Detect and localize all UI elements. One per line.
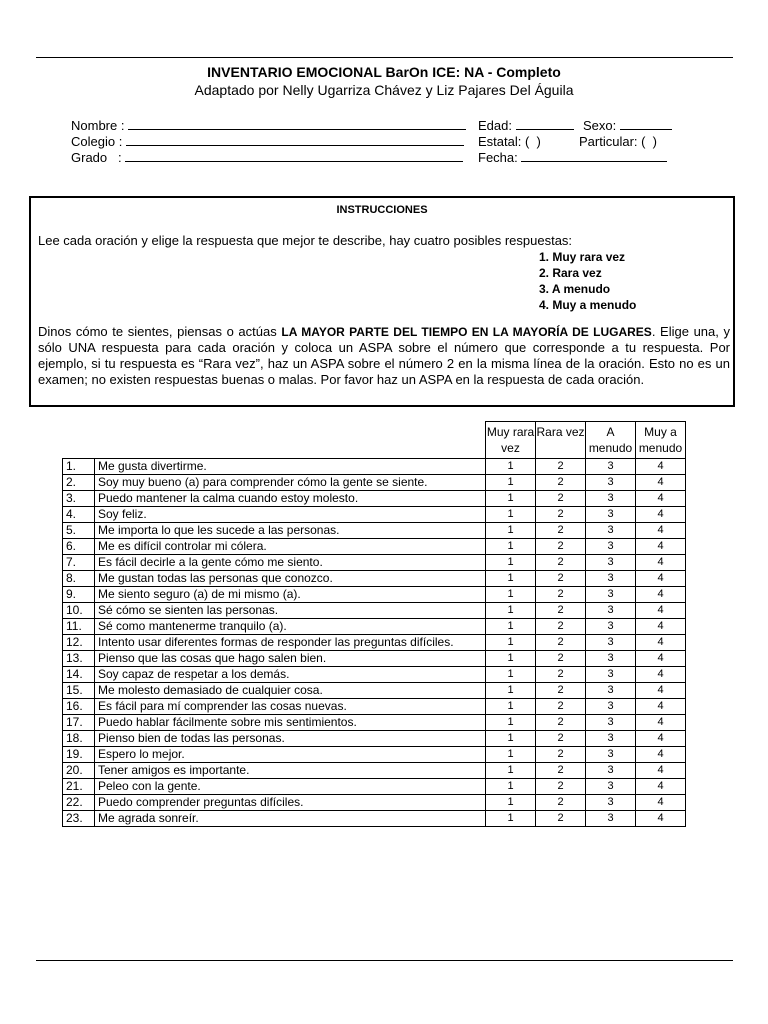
column-header: Rara vez <box>536 422 586 459</box>
item-statement: Me agrada sonreír. <box>95 811 486 827</box>
sexo-line[interactable] <box>620 118 672 130</box>
table-row <box>63 619 686 635</box>
answer-cell-1[interactable]: 1 <box>486 667 536 683</box>
item-statement: Sé como mantenerme tranquilo (a). <box>95 619 486 635</box>
answer-cell-4[interactable]: 4 <box>636 651 686 667</box>
table-row <box>63 603 686 619</box>
answer-cell-4[interactable]: 4 <box>636 683 686 699</box>
item-number: 22. <box>63 795 95 811</box>
answer-cell-4[interactable]: 4 <box>636 603 686 619</box>
item-statement: Peleo con la gente. <box>95 779 486 795</box>
item-number: 10. <box>63 603 95 619</box>
item-statement: Soy muy bueno (a) para comprender cómo la gente se siente. <box>95 475 486 491</box>
answer-cell-4[interactable]: 4 <box>636 523 686 539</box>
table-row <box>63 699 686 715</box>
answer-cell-2[interactable]: 2 <box>536 507 586 523</box>
answer-cell-1[interactable]: 1 <box>486 795 536 811</box>
table-row <box>63 747 686 763</box>
item-statement: Puedo comprender preguntas difíciles. <box>95 795 486 811</box>
answer-cell-2[interactable]: 2 <box>536 491 586 507</box>
answer-cell-1[interactable]: 1 <box>486 811 536 827</box>
answer-cell-3[interactable]: 3 <box>586 555 636 571</box>
edad-label: Edad: <box>478 118 512 133</box>
sexo-label: Sexo: <box>583 118 617 133</box>
answer-cell-1[interactable]: 1 <box>486 459 536 475</box>
item-number: 4. <box>63 507 95 523</box>
answer-cell-2[interactable]: 2 <box>536 523 586 539</box>
colegio-field[interactable] <box>71 134 464 149</box>
answer-cell-3[interactable]: 3 <box>586 587 636 603</box>
answer-cell-3[interactable]: 3 <box>586 763 636 779</box>
item-statement: Espero lo mejor. <box>95 747 486 763</box>
answer-cell-3[interactable]: 3 <box>586 651 636 667</box>
edad-field[interactable] <box>478 118 574 133</box>
answer-cell-2[interactable]: 2 <box>536 683 586 699</box>
item-number: 20. <box>63 763 95 779</box>
answer-cell-4[interactable]: 4 <box>636 779 686 795</box>
items-table <box>62 421 686 827</box>
fecha-line[interactable] <box>521 150 667 162</box>
instructions-body-end: . Elige una, y sólo UNA respuesta para cada oración y coloca un ASPA sobre el número que corresponde a tu respuesta. Por ejemplo, si tu respuesta es “Rara vez”, haz un ASPA sobre el número 2 en la misma línea de la oración. Esto no es un examen; no existen respuestas buenas o malas. Por favor haz un ASPA en la respuesta de cada oración. <box>38 324 730 387</box>
answer-cell-1[interactable]: 1 <box>486 619 536 635</box>
answer-options <box>539 249 636 313</box>
table-header-row <box>63 422 686 459</box>
answer-cell-4[interactable]: 4 <box>636 635 686 651</box>
table-row <box>63 571 686 587</box>
item-statement: Soy capaz de respetar a los demás. <box>95 667 486 683</box>
answer-cell-1[interactable]: 1 <box>486 715 536 731</box>
instructions-box <box>29 196 735 407</box>
answer-cell-1[interactable]: 1 <box>486 523 536 539</box>
answer-cell-2[interactable]: 2 <box>536 715 586 731</box>
item-number: 12. <box>63 635 95 651</box>
answer-cell-1[interactable]: 1 <box>486 779 536 795</box>
table-row <box>63 459 686 475</box>
items-body <box>63 459 686 827</box>
item-number: 17. <box>63 715 95 731</box>
estatal-checkbox[interactable] <box>478 134 541 149</box>
instructions-body <box>38 324 730 388</box>
answer-cell-4[interactable]: 4 <box>636 619 686 635</box>
item-number: 11. <box>63 619 95 635</box>
table-row <box>63 667 686 683</box>
fecha-label: Fecha: <box>478 150 518 165</box>
item-number: 7. <box>63 555 95 571</box>
item-statement: Soy feliz. <box>95 507 486 523</box>
answer-cell-4[interactable]: 4 <box>636 795 686 811</box>
item-statement: Pienso que las cosas que hago salen bien. <box>95 651 486 667</box>
item-statement: Me gusta divertirme. <box>95 459 486 475</box>
answer-cell-2[interactable]: 2 <box>536 699 586 715</box>
answer-cell-2[interactable]: 2 <box>536 459 586 475</box>
answer-cell-1[interactable]: 1 <box>486 491 536 507</box>
instructions-body-bold: LA MAYOR PARTE DEL TIEMPO EN LA MAYORÍA DE LUGARES <box>281 325 652 339</box>
answer-cell-2[interactable]: 2 <box>536 731 586 747</box>
answer-cell-1[interactable]: 1 <box>486 603 536 619</box>
answer-cell-3[interactable]: 3 <box>586 699 636 715</box>
answer-cell-3[interactable]: 3 <box>586 635 636 651</box>
answer-cell-2[interactable]: 2 <box>536 475 586 491</box>
answer-cell-1[interactable]: 1 <box>486 699 536 715</box>
colegio-line[interactable] <box>126 134 464 146</box>
answer-cell-3[interactable]: 3 <box>586 715 636 731</box>
answer-cell-3[interactable]: 3 <box>586 779 636 795</box>
nombre-field[interactable] <box>71 118 466 133</box>
particular-checkbox[interactable] <box>579 134 657 149</box>
table-row <box>63 811 686 827</box>
answer-cell-2[interactable]: 2 <box>536 667 586 683</box>
nombre-line[interactable] <box>128 118 466 130</box>
top-rule <box>36 57 733 58</box>
answer-cell-1[interactable]: 1 <box>486 571 536 587</box>
answer-cell-2[interactable]: 2 <box>536 539 586 555</box>
answer-cell-2[interactable]: 2 <box>536 587 586 603</box>
item-statement: Es fácil para mí comprender las cosas nuevas. <box>95 699 486 715</box>
answer-cell-3[interactable]: 3 <box>586 523 636 539</box>
table-row <box>63 635 686 651</box>
column-header: Muy a menudo <box>636 422 686 459</box>
answer-cell-1[interactable]: 1 <box>486 587 536 603</box>
answer-cell-3[interactable]: 3 <box>586 811 636 827</box>
item-number: 2. <box>63 475 95 491</box>
table-row <box>63 651 686 667</box>
fecha-field[interactable] <box>478 150 667 165</box>
answer-cell-4[interactable]: 4 <box>636 475 686 491</box>
item-statement: Me siento seguro (a) de mi mismo (a). <box>95 587 486 603</box>
answer-cell-4[interactable]: 4 <box>636 507 686 523</box>
answer-cell-4[interactable]: 4 <box>636 539 686 555</box>
instructions-body-start: Dinos cómo te sientes, piensas o actúas <box>38 324 282 339</box>
answer-cell-4[interactable]: 4 <box>636 763 686 779</box>
answer-cell-3[interactable]: 3 <box>586 571 636 587</box>
answer-cell-1[interactable]: 1 <box>486 635 536 651</box>
answer-cell-4[interactable]: 4 <box>636 555 686 571</box>
answer-cell-2[interactable]: 2 <box>536 571 586 587</box>
item-number: 6. <box>63 539 95 555</box>
answer-cell-4[interactable]: 4 <box>636 587 686 603</box>
instructions-heading: INSTRUCCIONES <box>336 204 428 216</box>
item-number: 19. <box>63 747 95 763</box>
answer-cell-3[interactable]: 3 <box>586 731 636 747</box>
sexo-field[interactable] <box>583 118 672 133</box>
answer-cell-4[interactable]: 4 <box>636 747 686 763</box>
answer-cell-2[interactable]: 2 <box>536 635 586 651</box>
page-title: INVENTARIO EMOCIONAL BarOn ICE: NA - Completo <box>207 64 561 80</box>
answer-cell-3[interactable]: 3 <box>586 491 636 507</box>
item-number: 18. <box>63 731 95 747</box>
item-number: 13. <box>63 651 95 667</box>
item-number: 23. <box>63 811 95 827</box>
nombre-label: Nombre : <box>71 118 125 133</box>
item-number: 3. <box>63 491 95 507</box>
item-number: 9. <box>63 587 95 603</box>
answer-cell-4[interactable]: 4 <box>636 699 686 715</box>
table-row <box>63 779 686 795</box>
bottom-rule <box>36 960 733 961</box>
item-number: 21. <box>63 779 95 795</box>
answer-cell-2[interactable]: 2 <box>536 651 586 667</box>
answer-cell-1[interactable]: 1 <box>486 475 536 491</box>
item-statement: Me gustan todas las personas que conozco. <box>95 571 486 587</box>
answer-cell-3[interactable]: 3 <box>586 475 636 491</box>
item-number: 8. <box>63 571 95 587</box>
answer-cell-2[interactable]: 2 <box>536 763 586 779</box>
answer-cell-3[interactable]: 3 <box>586 747 636 763</box>
item-number: 1. <box>63 459 95 475</box>
grado-field[interactable] <box>71 150 463 165</box>
answer-cell-2[interactable]: 2 <box>536 811 586 827</box>
item-statement: Tener amigos es importante. <box>95 763 486 779</box>
answer-cell-3[interactable]: 3 <box>586 683 636 699</box>
answer-option: 2. Rara vez <box>539 266 602 280</box>
answer-cell-3[interactable]: 3 <box>586 539 636 555</box>
item-number: 15. <box>63 683 95 699</box>
table-row <box>63 763 686 779</box>
instructions-intro: Lee cada oración y elige la respuesta que mejor te describe, hay cuatro posibles respuestas: <box>38 233 573 248</box>
table-row <box>63 475 686 491</box>
answer-cell-1[interactable]: 1 <box>486 651 536 667</box>
answer-cell-3[interactable]: 3 <box>586 795 636 811</box>
answer-cell-2[interactable]: 2 <box>536 555 586 571</box>
item-statement: Sé cómo se sienten las personas. <box>95 603 486 619</box>
answer-cell-4[interactable]: 4 <box>636 459 686 475</box>
grado-label: Grado : <box>71 150 122 165</box>
answer-cell-2[interactable]: 2 <box>536 619 586 635</box>
item-statement: Me importa lo que les sucede a las personas. <box>95 523 486 539</box>
answer-cell-1[interactable]: 1 <box>486 555 536 571</box>
item-number: 5. <box>63 523 95 539</box>
answer-option: 4. Muy a menudo <box>539 298 637 312</box>
item-statement: Es fácil decirle a la gente cómo me siento. <box>95 555 486 571</box>
answer-cell-1[interactable]: 1 <box>486 683 536 699</box>
answer-cell-3[interactable]: 3 <box>586 507 636 523</box>
answer-cell-2[interactable]: 2 <box>536 779 586 795</box>
table-row <box>63 731 686 747</box>
particular-label: Particular: ( ) <box>579 134 658 149</box>
answer-cell-4[interactable]: 4 <box>636 491 686 507</box>
answer-cell-4[interactable]: 4 <box>636 715 686 731</box>
answer-cell-2[interactable]: 2 <box>536 795 586 811</box>
answer-cell-1[interactable]: 1 <box>486 731 536 747</box>
table-row <box>63 683 686 699</box>
page-subtitle: Adaptado por Nelly Ugarriza Chávez y Liz Pajares Del Águila <box>194 82 574 98</box>
answer-cell-1[interactable]: 1 <box>486 763 536 779</box>
answer-cell-2[interactable]: 2 <box>536 747 586 763</box>
table-row <box>63 523 686 539</box>
answer-cell-3[interactable]: 3 <box>586 619 636 635</box>
table-row <box>63 507 686 523</box>
answer-cell-4[interactable]: 4 <box>636 731 686 747</box>
table-row <box>63 715 686 731</box>
answer-cell-4[interactable]: 4 <box>636 811 686 827</box>
item-statement: Puedo hablar fácilmente sobre mis sentimientos. <box>95 715 486 731</box>
edad-line[interactable] <box>516 118 574 130</box>
item-statement: Me molesto demasiado de cualquier cosa. <box>95 683 486 699</box>
table-row <box>63 491 686 507</box>
answer-option: 3. A menudo <box>539 282 611 296</box>
table-row <box>63 555 686 571</box>
item-statement: Puedo mantener la calma cuando estoy molesto. <box>95 491 486 507</box>
answer-cell-4[interactable]: 4 <box>636 571 686 587</box>
answer-cell-1[interactable]: 1 <box>486 507 536 523</box>
answer-cell-3[interactable]: 3 <box>586 603 636 619</box>
grado-line[interactable] <box>125 150 463 162</box>
item-statement: Pienso bien de todas las personas. <box>95 731 486 747</box>
answer-cell-4[interactable]: 4 <box>636 667 686 683</box>
answer-option: 1. Muy rara vez <box>539 250 626 264</box>
answer-cell-3[interactable]: 3 <box>586 667 636 683</box>
colegio-label: Colegio : <box>71 134 123 149</box>
column-header: Muy rara vez <box>486 422 536 459</box>
table-row <box>63 539 686 555</box>
table-row <box>63 795 686 811</box>
item-number: 14. <box>63 667 95 683</box>
estatal-label: Estatal: ( ) <box>478 134 541 149</box>
item-statement: Me es difícil controlar mi cólera. <box>95 539 486 555</box>
answer-cell-1[interactable]: 1 <box>486 747 536 763</box>
answer-cell-1[interactable]: 1 <box>486 539 536 555</box>
item-number: 16. <box>63 699 95 715</box>
table-row <box>63 587 686 603</box>
answer-cell-3[interactable]: 3 <box>586 459 636 475</box>
column-header: A menudo <box>586 422 636 459</box>
item-statement: Intento usar diferentes formas de responder las preguntas difíciles. <box>95 635 486 651</box>
answer-cell-2[interactable]: 2 <box>536 603 586 619</box>
